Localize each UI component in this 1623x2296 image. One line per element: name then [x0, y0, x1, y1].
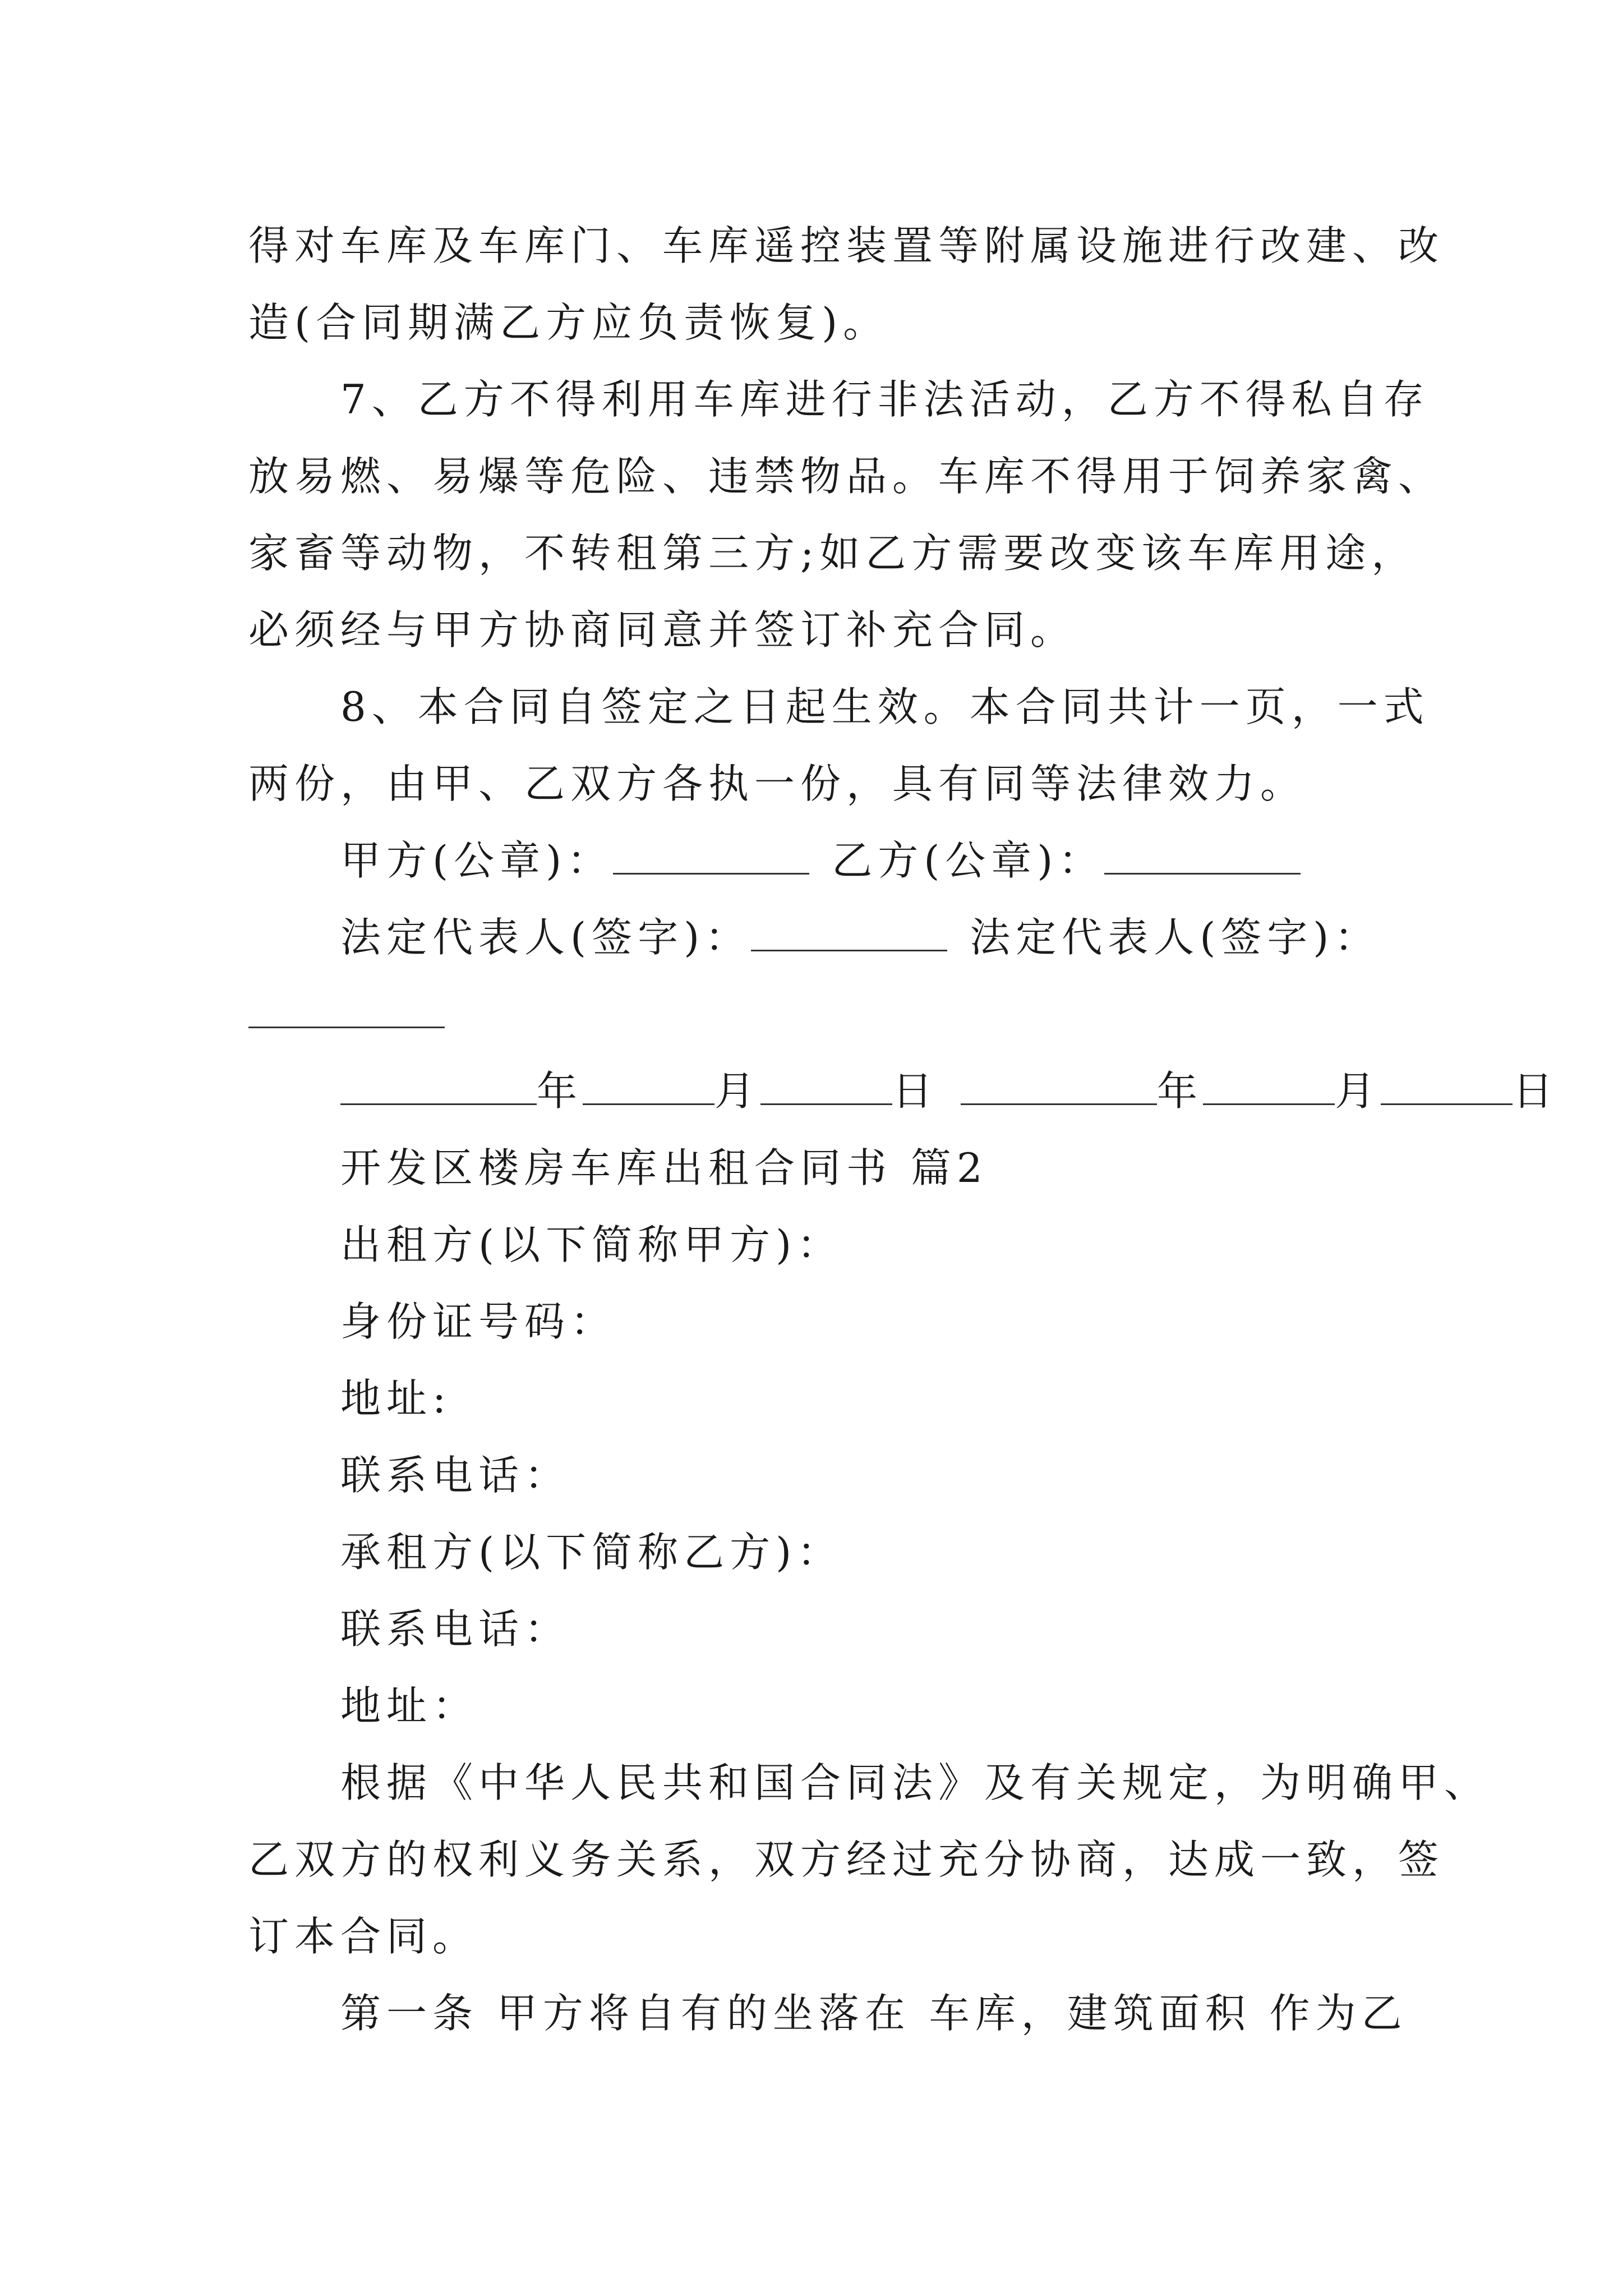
- clause-8-line-2: 两份，由甲、乙双方各执一份，具有同等法律效力。: [248, 760, 1307, 807]
- date-line: [248, 1053, 1559, 1130]
- date-b-year-label: 年: [1157, 1068, 1204, 1115]
- legal-rep-b-blank: [248, 993, 445, 1028]
- legal-rep-b-blank-line: [248, 976, 1387, 1053]
- body-line-1: 得对车库及车库门、车库遥控装置等附属设施进行改建、改: [248, 222, 1445, 269]
- legal-rep-a-label: 法定代表人(签字)：: [340, 914, 751, 961]
- date-a-day-blank: [760, 1070, 892, 1105]
- party-b-seal-label: 乙方(公章)：: [832, 837, 1105, 884]
- date-a-year-label: 年: [537, 1068, 583, 1115]
- clause-7-line-4: 必须经与甲方协商同意并签订补充合同。: [248, 606, 1077, 654]
- lessor-label: 出租方(以下简称甲方)：: [340, 1221, 843, 1268]
- seal-line: [248, 822, 1479, 899]
- legal-rep-a-blank: [751, 916, 947, 951]
- date-b-month-label: 月: [1335, 1068, 1381, 1115]
- address-b-label: 地址：: [340, 1682, 479, 1729]
- clause-7-line-1: 7、乙方不得利用车库进行非法活动，乙方不得私自存: [340, 376, 1430, 423]
- date-b-month-blank: [1203, 1070, 1335, 1105]
- preamble-line-3: 订本合同。: [248, 1913, 479, 1960]
- date-a-year-blank: [340, 1070, 537, 1105]
- body-line-2: 造(合同期满乙方应负责恢复)。: [248, 299, 889, 346]
- clause-7-line-3: 家畜等动物，不转租第三方;如乙方需要改变该车库用途，: [248, 530, 1418, 577]
- clause-7-line-2: 放易燃、易爆等危险、违禁物品。车库不得用于饲养家禽、: [248, 453, 1445, 500]
- party-a-seal-label: 甲方(公章)：: [340, 837, 614, 884]
- preamble-line-2: 乙双方的权利义务关系，双方经过充分协商，达成一致，签: [248, 1836, 1445, 1883]
- section-2-title: 开发区楼房车库出租合同书 篇2: [340, 1144, 988, 1191]
- article-1-line: 第一条 甲方将自有的坐落在 车库，建筑面积 作为乙: [340, 1990, 1408, 2037]
- date-a-month-label: 月: [714, 1068, 761, 1115]
- party-a-seal-blank: [613, 839, 809, 875]
- id-number-label: 身份证号码：: [340, 1298, 617, 1345]
- date-b-day-blank: [1381, 1070, 1513, 1105]
- date-a-day-label: 日: [892, 1068, 939, 1115]
- date-b-day-label: 日: [1513, 1068, 1559, 1115]
- legal-rep-line: [248, 899, 1479, 976]
- phone-a-label: 联系电话：: [340, 1452, 571, 1499]
- party-b-seal-blank: [1104, 839, 1301, 875]
- preamble-line-1: 根据《中华人民共和国合同法》及有关规定，为明确甲、: [340, 1759, 1491, 1806]
- phone-b-label: 联系电话：: [340, 1605, 571, 1653]
- clause-8-line-1: 8、本合同自签定之日起生效。本合同共计一页，一式: [340, 683, 1430, 730]
- legal-rep-b-label: 法定代表人(签字)：: [970, 914, 1381, 961]
- date-b-year-blank: [961, 1070, 1157, 1105]
- lessee-label: 承租方(以下简称乙方)：: [340, 1529, 843, 1576]
- date-a-month-blank: [583, 1070, 714, 1105]
- address-a-label: 地址:: [340, 1375, 452, 1422]
